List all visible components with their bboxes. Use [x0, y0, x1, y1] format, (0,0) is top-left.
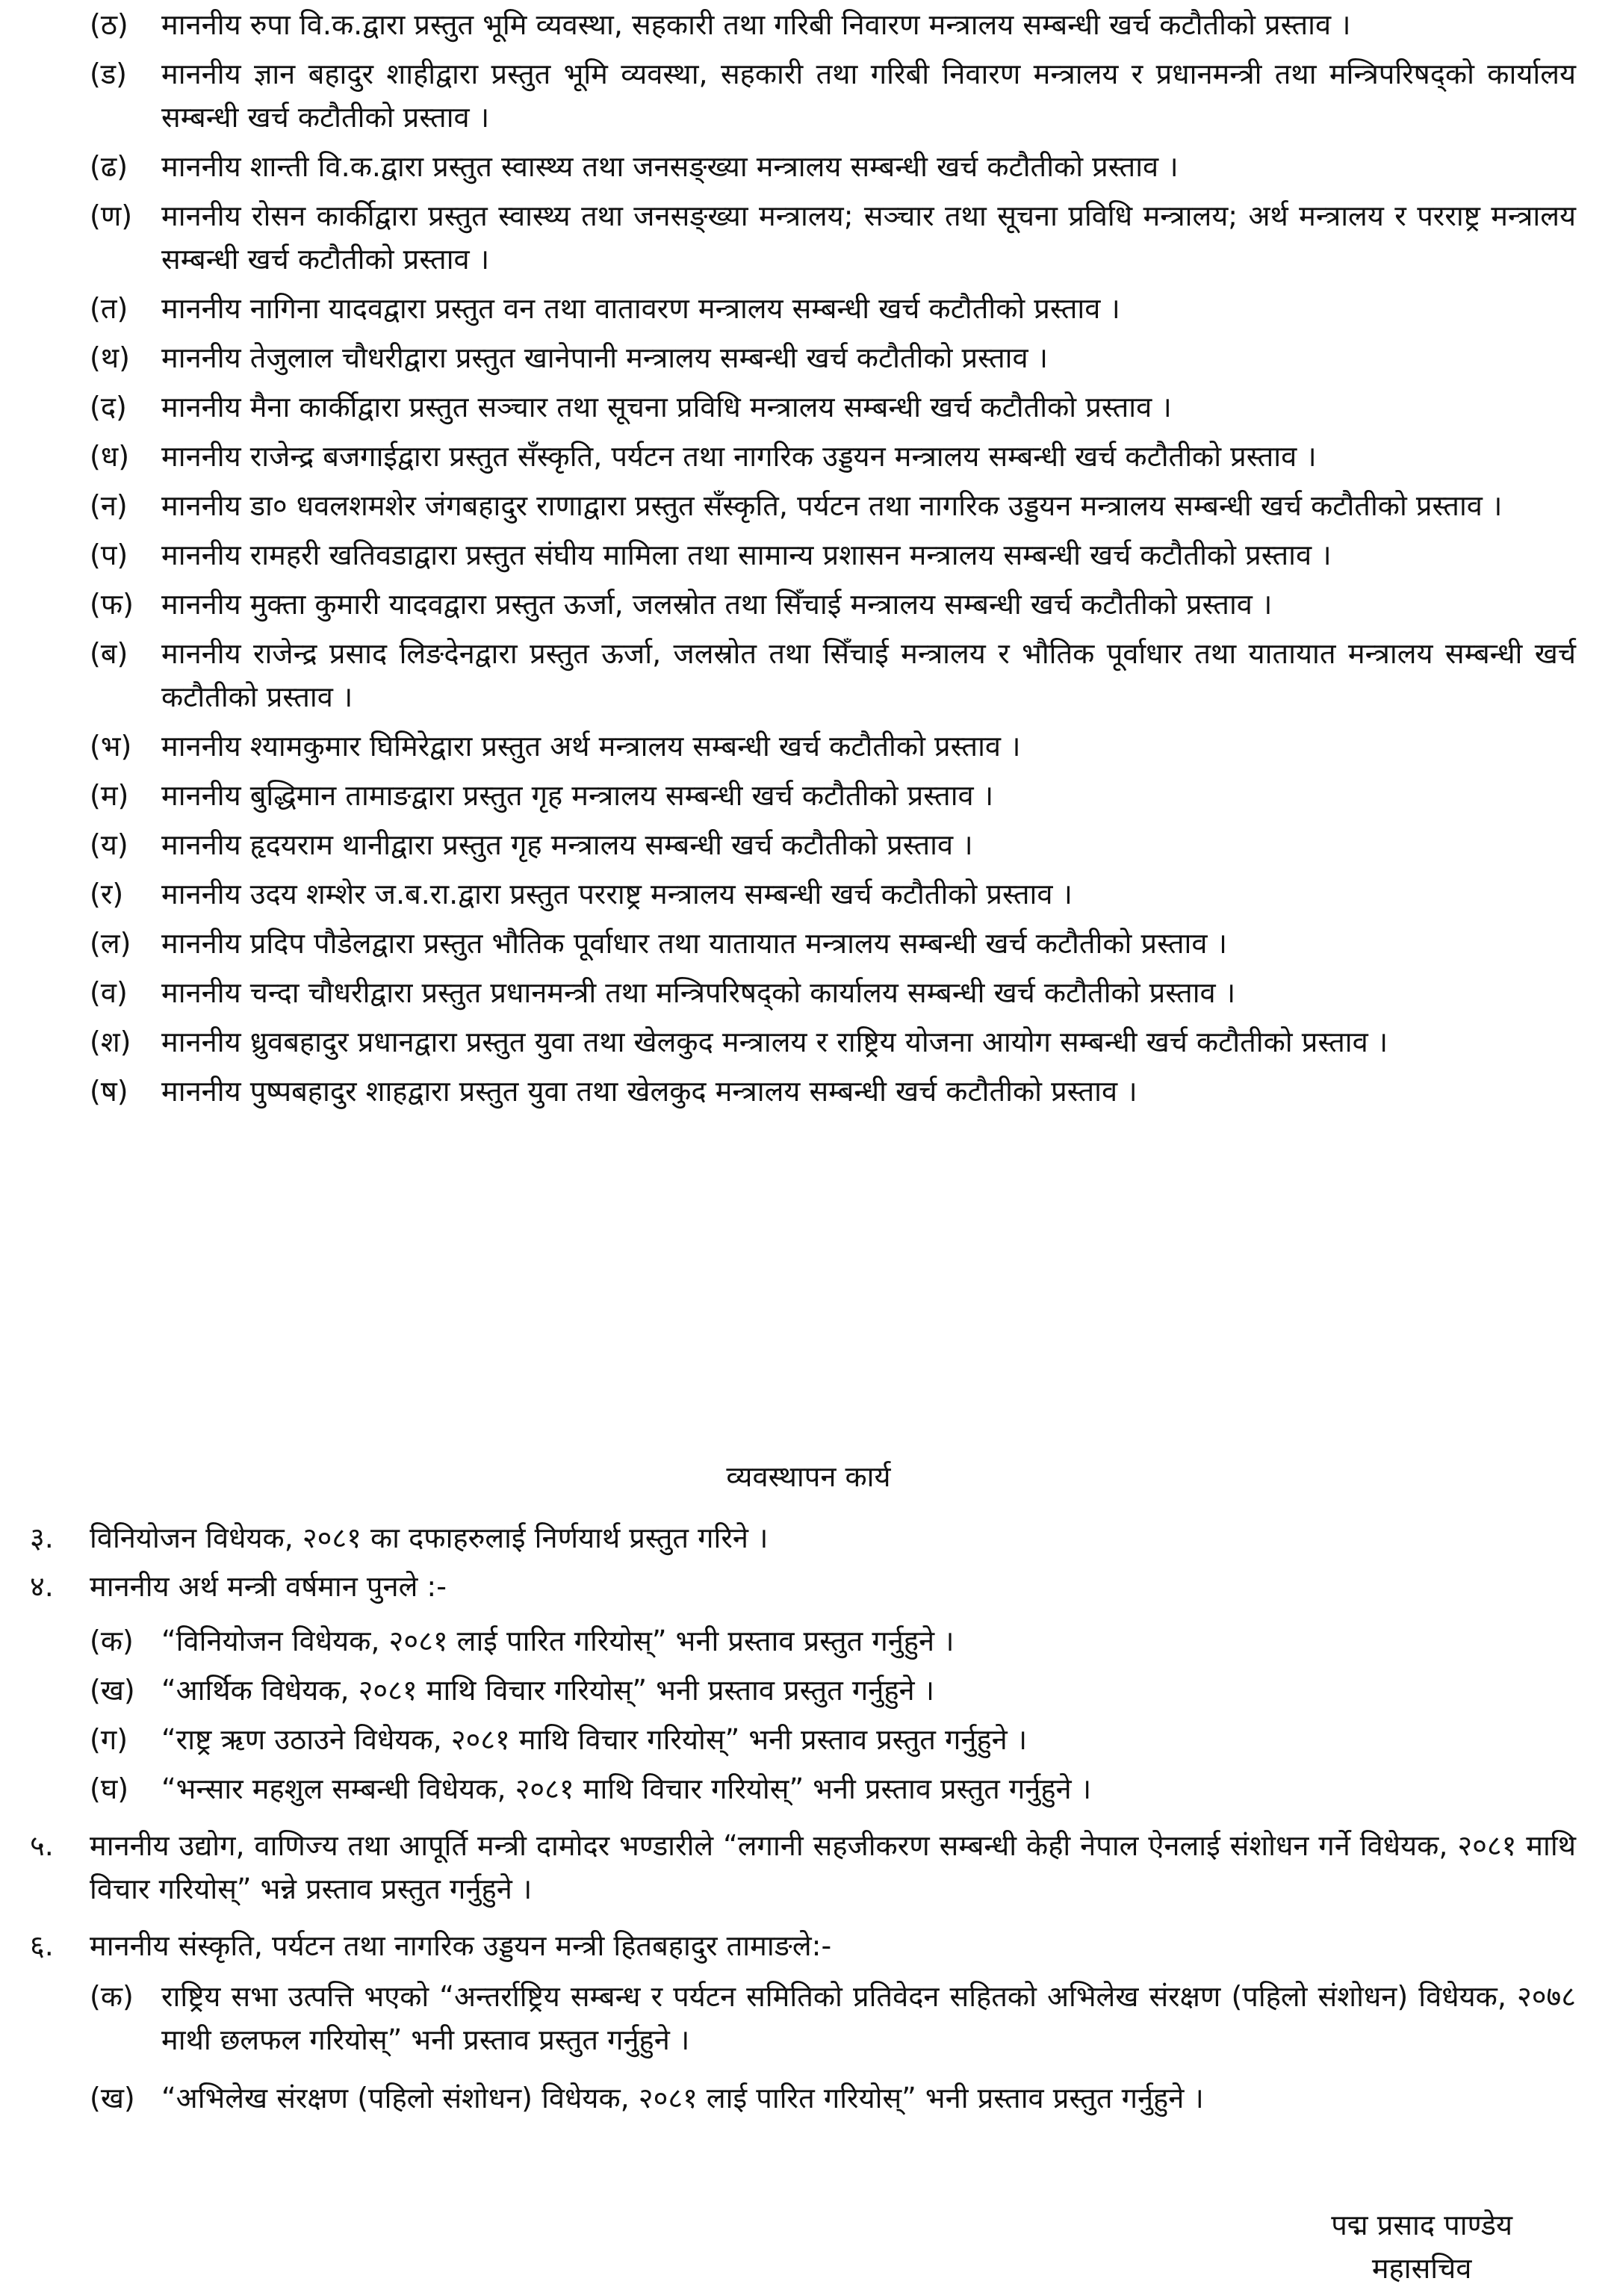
motion-text: माननीय ज्ञान बहादुर शाहीद्वारा प्रस्तुत भूमि व्यवस्था, सहकारी तथा गरिबी निवारण मन्त्रालय र प्रधानमन्त्री तथा मन्त्रिपरिषद्को कार्यालय सम्बन्धी खर्च कटौतीको प्रस्ताव । — [161, 58, 1576, 134]
motion-item — [90, 52, 1576, 139]
motion-text: माननीय नागिना यादवद्वारा प्रस्तुत वन तथा वातावरण मन्त्रालय सम्बन्धी खर्च कटौतीको प्रस्ताव । — [161, 292, 1120, 325]
motion-label: (प) — [90, 539, 128, 571]
motion-text: माननीय राजेन्द्र बजगाईद्वारा प्रस्तुत सँस्कृति, पर्यटन तथा नागरिक उड्डयन मन्त्रालय सम्बन्धी खर्च कटौतीको प्रस्ताव । — [161, 440, 1317, 473]
motion-label: (ण) — [90, 199, 133, 232]
motion-text: माननीय ध्रुवबहादुर प्रधानद्वारा प्रस्तुत युवा तथा खेलकुद मन्त्रालय र राष्ट्रिय योजना आयोग सम्बन्धी खर्च कटौतीको प्रस्ताव । — [161, 1026, 1388, 1058]
motion-text: माननीय तेजुलाल चौधरीद्वारा प्रस्तुत खानेपानी मन्त्रालय सम्बन्धी खर्च कटौतीको प्रस्ताव । — [161, 341, 1049, 374]
sub-item — [90, 1975, 1576, 2061]
sub-item-label: (ग) — [90, 1723, 128, 1756]
section-heading: व्यवस्थापन कार्य — [726, 1460, 891, 1493]
motion-text: माननीय उदय शम्शेर ज.ब.रा.द्वारा प्रस्तुत परराष्ट्र मन्त्रालय सम्बन्धी खर्च कटौतीको प्रस्ताव । — [161, 878, 1073, 910]
motion-label: (ब) — [90, 637, 128, 670]
sub-item-text: “राष्ट्र ऋण उठाउने विधेयक, २०८१ माथि विचार गरियोस्” भनी प्रस्ताव प्रस्तुत गर्नुहुने । — [161, 1723, 1028, 1756]
motion-item — [90, 922, 1576, 965]
item-number: ५. — [30, 1829, 54, 1862]
sub-item-label: (ख) — [90, 1674, 135, 1707]
motion-label: (भ) — [90, 730, 132, 763]
sub-item-label: (घ) — [90, 1772, 129, 1805]
agenda-item-3 — [30, 1516, 1576, 1560]
motion-label: (ष) — [90, 1075, 128, 1108]
motion-item — [90, 583, 1576, 626]
motion-item — [90, 385, 1576, 429]
motion-text: माननीय राजेन्द्र प्रसाद लिङदेनद्वारा प्रस्तुत ऊर्जा, जलस्रोत तथा सिँचाई मन्त्रालय र भौतिक पूर्वाधार तथा यातायात मन्त्रालय सम्बन्धी खर्च कटौतीको प्रस्ताव । — [161, 637, 1576, 713]
item-number: ३. — [30, 1521, 54, 1554]
sub-item-text: “अभिलेख संरक्षण (पहिलो संशोधन) विधेयक, २०८१ लाई पारित गरियोस्” भनी प्रस्ताव प्रस्तुत गर्नुहुने । — [161, 2082, 1204, 2115]
sub-item — [90, 1619, 1576, 1663]
motion-label: (म) — [90, 779, 129, 812]
motion-label: (त) — [90, 292, 128, 325]
motion-text: माननीय पुष्पबहादुर शाहद्वारा प्रस्तुत युवा तथा खेलकुद मन्त्रालय सम्बन्धी खर्च कटौतीको प्रस्ताव । — [161, 1075, 1138, 1108]
motion-text: माननीय श्यामकुमार घिमिरेद्वारा प्रस्तुत अर्थ मन्त्रालय सम्बन्धी खर्च कटौतीको प्रस्ताव । — [161, 730, 1021, 763]
motion-text: माननीय शान्ती वि.क.द्वारा प्रस्तुत स्वास्थ्य तथा जनसङ्ख्या मन्त्रालय सम्बन्धी खर्च कटौतीको प्रस्ताव । — [161, 150, 1179, 183]
motion-text: माननीय बुद्धिमान तामाङद्वारा प्रस्तुत गृह मन्त्रालय सम्बन्धी खर्च कटौतीको प्रस्ताव । — [161, 779, 994, 812]
signature-block — [1331, 2203, 1512, 2290]
motion-label: (ठ) — [90, 8, 128, 41]
motion-item — [90, 194, 1576, 281]
motion-label: (द) — [90, 391, 127, 423]
motion-text: माननीय रोसन कार्कीद्वारा प्रस्तुत स्वास्थ्य तथा जनसङ्ख्या मन्त्रालय; सञ्चार तथा सूचना प्रविधि मन्त्रालय; अर्थ मन्त्रालय र परराष्ट्र मन्त्रालय सम्बन्धी खर्च कटौतीको प्रस्ताव । — [161, 199, 1576, 276]
motion-item — [90, 1070, 1576, 1113]
agenda-item-5 — [30, 1824, 1576, 1911]
motion-text: माननीय डा० धवलशमशेर जंगबहादुर राणाद्वारा प्रस्तुत सँस्कृति, पर्यटन तथा नागरिक उड्डयन मन्त्रालय सम्बन्धी खर्च कटौतीको प्रस्ताव । — [161, 489, 1503, 522]
motion-item — [90, 872, 1576, 916]
motion-label: (र) — [90, 878, 124, 910]
motion-label: (य) — [90, 828, 128, 861]
sub-item — [90, 1669, 1576, 1712]
sub-item — [90, 1767, 1576, 1811]
motion-item — [90, 1020, 1576, 1064]
motion-text: माननीय मुक्ता कुमारी यादवद्वारा प्रस्तुत ऊर्जा, जलस्रोत तथा सिँचाई मन्त्रालय सम्बन्धी खर्च कटौतीको प्रस्ताव । — [161, 588, 1273, 621]
agenda-item-4 — [30, 1565, 1576, 1608]
item-text: माननीय उद्योग, वाणिज्य तथा आपूर्ति मन्त्री दामोदर भण्डारीले “लगानी सहजीकरण सम्बन्धी केही नेपाल ऐनलाई संशोधन गर्ने विधेयक, २०८१ माथि विचार गरियोस्” भन्ने प्रस्ताव प्रस्तुत गर्नुहुने । — [90, 1829, 1576, 1905]
motion-label: (थ) — [90, 341, 130, 374]
signatory-title: महासचिव — [1371, 2252, 1472, 2285]
motion-item — [90, 484, 1576, 527]
sub-item-label: (ख) — [90, 2082, 135, 2115]
sub-item-text: “आर्थिक विधेयक, २०८१ माथि विचार गरियोस्” भनी प्रस्ताव प्रस्तुत गर्नुहुने । — [161, 1674, 935, 1707]
motion-label: (व) — [90, 976, 128, 1009]
motion-text: माननीय रामहरी खतिवडाद्वारा प्रस्तुत संघीय मामिला तथा सामान्य प्रशासन मन्त्रालय सम्बन्धी खर्च कटौतीको प्रस्ताव । — [161, 539, 1332, 571]
agenda-item-6 — [30, 1924, 1576, 1967]
signatory-name: पद्म प्रसाद पाण्डेय — [1331, 2209, 1512, 2241]
motion-label: (न) — [90, 489, 128, 522]
motion-item — [90, 336, 1576, 379]
sub-item-text: राष्ट्रिय सभा उत्पत्ति भएको “अन्तर्राष्ट्रिय सम्बन्ध र पर्यटन समितिको प्रतिवेदन सहितको अभिलेख संरक्षण (पहिलो संशोधन) विधेयक, २०७८ माथी छलफल गरियोस्” भनी प्रस्ताव प्रस्तुत गर्नुहुने । — [161, 1980, 1576, 2056]
sub-item-label: (क) — [90, 1980, 134, 2013]
motion-item — [90, 533, 1576, 577]
motion-item — [90, 3, 1576, 46]
motion-item — [90, 287, 1576, 330]
item-text: विनियोजन विधेयक, २०८१ का दफाहरुलाई निर्णयार्थ प्रस्तुत गरिने । — [90, 1521, 769, 1554]
motion-item — [90, 435, 1576, 478]
motion-label: (ड) — [90, 58, 127, 90]
sub-item — [90, 1718, 1576, 1761]
motion-text: माननीय प्रदिप पौडेलद्वारा प्रस्तुत भौतिक पूर्वाधार तथा यातायात मन्त्रालय सम्बन्धी खर्च कटौतीको प्रस्ताव । — [161, 927, 1227, 960]
motion-text: माननीय हृदयराम थानीद्वारा प्रस्तुत गृह मन्त्रालय सम्बन्धी खर्च कटौतीको प्रस्ताव । — [161, 828, 973, 861]
motion-item — [90, 725, 1576, 768]
item-number: ६. — [30, 1929, 54, 1962]
motion-text: माननीय चन्दा चौधरीद्वारा प्रस्तुत प्रधानमन्त्री तथा मन्त्रिपरिषद्को कार्यालय सम्बन्धी खर्च कटौतीको प्रस्ताव । — [161, 976, 1236, 1009]
motion-item — [90, 632, 1576, 719]
motion-text: माननीय रुपा वि.क.द्वारा प्रस्तुत भूमि व्यवस्था, सहकारी तथा गरिबी निवारण मन्त्रालय सम्बन्धी खर्च कटौतीको प्रस्ताव । — [161, 8, 1351, 41]
motion-item — [90, 145, 1576, 188]
motion-label: (फ) — [90, 588, 134, 621]
motion-label: (ढ) — [90, 150, 128, 183]
motion-label: (श) — [90, 1026, 131, 1058]
item-text: माननीय संस्कृति, पर्यटन तथा नागरिक उड्डयन मन्त्री हितबहादुर तामाङले:- — [90, 1929, 832, 1962]
motion-item — [90, 971, 1576, 1014]
sub-item-label: (क) — [90, 1625, 134, 1657]
sub-item — [90, 2076, 1576, 2120]
motion-label: (ल) — [90, 927, 131, 960]
motion-item — [90, 774, 1576, 817]
motion-label: (ध) — [90, 440, 130, 473]
cut-motion-list — [90, 3, 1576, 1119]
motion-item — [90, 823, 1576, 866]
sub-item-text: “विनियोजन विधेयक, २०८१ लाई पारित गरियोस्” भनी प्रस्ताव प्रस्तुत गर्नुहुने । — [161, 1625, 955, 1657]
item-number: ४. — [30, 1570, 54, 1603]
sub-item-text: “भन्सार महशुल सम्बन्धी विधेयक, २०८१ माथि विचार गरियोस्” भनी प्रस्ताव प्रस्तुत गर्नुहुने । — [161, 1772, 1092, 1805]
item-text: माननीय अर्थ मन्त्री वर्षमान पुनले :- — [90, 1570, 447, 1603]
motion-text: माननीय मैना कार्कीद्वारा प्रस्तुत सञ्चार तथा सूचना प्रविधि मन्त्रालय सम्बन्धी खर्च कटौतीको प्रस्ताव । — [161, 391, 1172, 423]
